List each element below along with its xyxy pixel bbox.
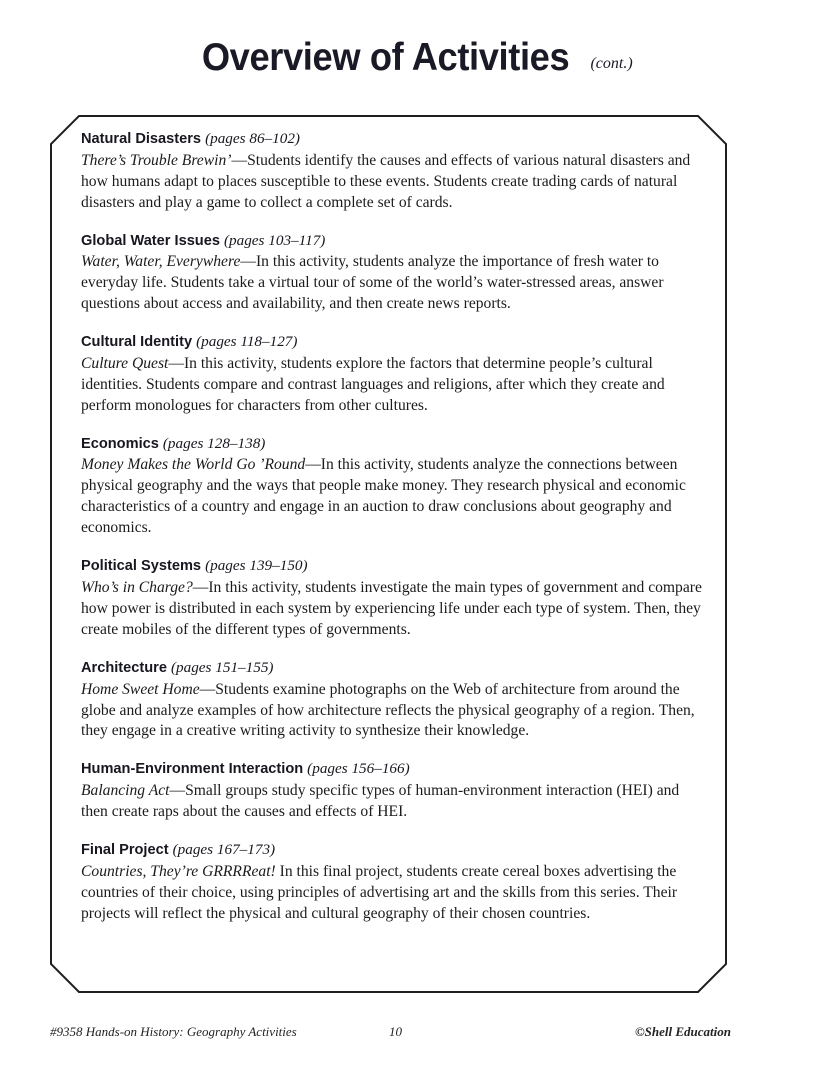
activity-description-text: In this activity, students investigate the main types of government and compare how power is distributed in each system by experiencing life under each type of system. Then, they create mobiles of the different types of governments. (81, 578, 702, 638)
footer-publisher: ©Shell Education (634, 1024, 731, 1039)
page-title-continued-note: (cont.) (590, 55, 633, 72)
activity-page-range: (pages 139–150) (205, 557, 308, 575)
activity-description (81, 578, 703, 641)
activity-description-text: Students identify the causes and effects of various natural disasters and how humans adapt to places susceptible to these events. Students create trading cards of natural disasters and play a game to collect a complete set of cards. (81, 151, 691, 211)
activity-item (81, 332, 703, 417)
activity-name: Countries, They’re GRRRReat! (81, 862, 276, 880)
activity-separator: — (168, 354, 184, 372)
activity-item (81, 759, 703, 823)
activity-page-range: (pages 118–127) (196, 333, 298, 351)
activity-description (81, 354, 703, 417)
activity-heading (81, 658, 703, 678)
activity-name: Who’s in Charge? (81, 578, 193, 596)
activity-description (81, 455, 703, 539)
activity-heading-label: Architecture (81, 659, 167, 676)
footer-page-number: 10 (389, 1024, 402, 1039)
activity-description (81, 862, 703, 925)
activity-heading-label: Human-Environment Interaction (81, 761, 304, 778)
activity-page-range: (pages 151–155) (170, 658, 274, 676)
activity-separator: — (240, 253, 256, 271)
footer-book-title: #9358 Hands-on History: Geography Activities (50, 1024, 297, 1039)
activity-name: There’s Trouble Brewin’ (81, 151, 232, 169)
activity-name: Balancing Act (81, 782, 170, 800)
activity-item (81, 840, 703, 925)
activity-separator: — (231, 151, 248, 169)
activity-separator: — (199, 680, 216, 698)
activity-item (81, 434, 703, 540)
activity-page-range: (pages 86–102) (205, 130, 300, 147)
activity-item (81, 231, 703, 316)
activity-description-text: In this final project, students create cereal boxes advertising the countries of their choice, using principles of advertising art and the skills from this series. Their projects will reflect the physical and cultural geography of their chosen countries. (81, 862, 678, 922)
activity-name: Money Makes the World Go ’Round (81, 456, 306, 474)
activity-heading-label: Political Systems (81, 558, 202, 575)
activity-page-range: (pages 156–166) (307, 760, 410, 778)
activity-name: Water, Water, Everywhere (81, 253, 241, 271)
activity-name: Culture Quest (81, 354, 169, 372)
activity-description-text: In this activity, students analyze the importance of fresh water to everyday life. Students take a virtual tour of some of the world’s water-stressed areas, answer questions about access and availability, and then create news reports. (81, 253, 664, 313)
page-title: Overview of Activities (202, 36, 570, 79)
activity-description-text: In this activity, students explore the factors that determine people’s cultural identities. Students compare and contrast languages and religions, after which they create and perform monologues for characters from other cultures. (81, 354, 665, 414)
activity-separator: — (192, 578, 209, 596)
activity-item (81, 658, 703, 743)
page-header (0, 36, 821, 80)
activity-heading (81, 231, 703, 251)
activity-heading (81, 840, 703, 860)
activity-description-text: Small groups study specific types of human-environment interaction (HEI) and then create raps about the causes and effects of HEI. (81, 782, 680, 821)
activity-item (81, 556, 703, 641)
activity-heading-label: Economics (81, 435, 159, 452)
activity-name: Home Sweet Home (81, 680, 200, 698)
activity-heading-label: Natural Disasters (81, 131, 202, 147)
activity-heading (81, 129, 703, 149)
activity-item (81, 129, 703, 214)
activity-heading (81, 332, 703, 352)
content-frame (50, 115, 727, 993)
activity-heading (81, 759, 703, 779)
activity-separator: — (169, 782, 186, 800)
activities-list (81, 129, 703, 979)
activity-description (81, 151, 703, 214)
activity-page-range: (pages 103–117) (223, 231, 326, 249)
activity-heading-label: Global Water Issues (81, 232, 220, 249)
activity-description-text: In this activity, students analyze the connections between physical geography and the ways that people make money. They research physical and economic characteristics of a country and engage in an auction to draw conclusions about geography and economics. (81, 456, 686, 537)
activity-heading-label: Final Project (81, 842, 169, 859)
activity-heading (81, 556, 703, 576)
page-footer (50, 1024, 731, 1044)
activity-description (81, 680, 703, 743)
activity-heading (81, 434, 703, 454)
activity-page-range: (pages 167–173) (172, 841, 276, 859)
activity-description-text: Students examine photographs on the Web of architecture from around the globe and analyze examples of how architecture reflects the physical geography of a region. Then, they engage in a creative writing activity to synthesize their knowledge. (81, 680, 695, 740)
activity-description (81, 252, 703, 315)
activity-page-range: (pages 128–138) (162, 434, 266, 452)
activity-heading-label: Cultural Identity (81, 334, 193, 351)
activity-description (81, 781, 703, 823)
activity-separator: — (305, 456, 321, 474)
